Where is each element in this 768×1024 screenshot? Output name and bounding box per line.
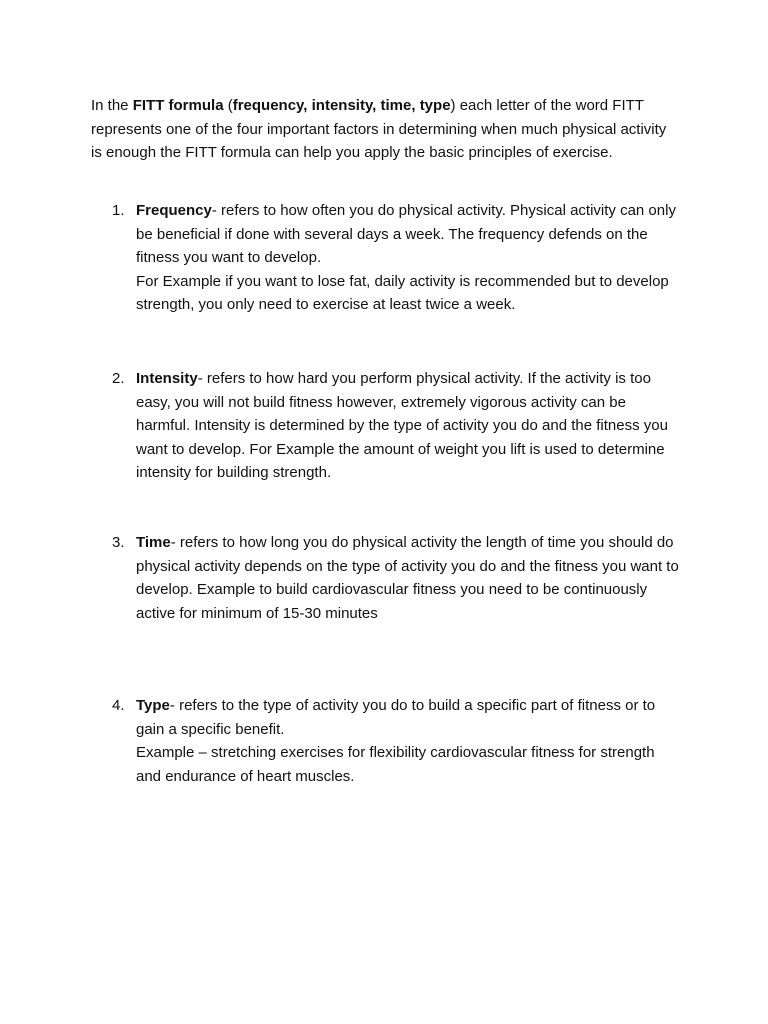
list-item-body [136, 199, 682, 317]
list-item-term: Time [136, 534, 171, 551]
list-item-intensity [112, 367, 682, 485]
intro-factors: frequency, intensity, time, type [232, 97, 451, 114]
list-item-definition: - refers to how often you do physical activity. Physical activity can only be beneficial if done with several days a week. The frequency defends on the fitness you want to develop. [136, 202, 676, 267]
list-item-type [112, 694, 682, 788]
list-item-number: 1. [112, 202, 125, 219]
list-item-body [136, 694, 682, 788]
list-item-definition: - refers to the type of activity you do to build a specific part of fitness or to gain a specific benefit. [136, 697, 656, 738]
list-item-time [112, 531, 682, 625]
list-item-example: For Example if you want to lose fat, daily activity is recommended but to develop strength, you only need to exercise at least twice a week. [136, 272, 669, 314]
intro-formula-name: FITT formula [132, 97, 224, 114]
list-item-frequency [112, 199, 682, 317]
intro-paragraph [91, 94, 681, 165]
intro-prefix: In the [91, 97, 133, 114]
list-item-body [136, 367, 682, 485]
intro-paren-open: ( [223, 97, 233, 114]
intro-paren-close: ) [450, 97, 456, 114]
list-item-number: 3. [112, 534, 125, 551]
list-item-term: Intensity [136, 370, 198, 387]
list-item-body [136, 531, 682, 625]
list-item-number: 4. [112, 697, 125, 714]
list-item-definition: - refers to how hard you perform physical activity. If the activity is too easy, you will not build fitness however, extremely vigorous activity can be harmful. Intensity is determined by the type of activity you do and the fitness you want to develop. For Example the amount of weight you lift is used to determine intensity for building strength. [136, 370, 668, 482]
list-item-term: Type [136, 697, 170, 714]
list-item-example: Example – stretching exercises for flexibility cardiovascular fitness for strength and endurance of heart muscles. [136, 744, 655, 785]
list-item-term: Frequency [136, 202, 212, 219]
list-item-number: 2. [112, 370, 125, 387]
intro-rest: each letter of the word FITT represents one of the four important factors in determining when much physical activity is enough the FITT formula can help you apply the basic principles of exercise. [91, 97, 667, 162]
list-item-definition: - refers to how long you do physical activity the length of time you should do physical activity depends on the type of activity you do and the fitness you want to develop. Example to build cardiovascular fitness you need to be continuously active for minimum of 15-30 minutes [136, 534, 679, 622]
